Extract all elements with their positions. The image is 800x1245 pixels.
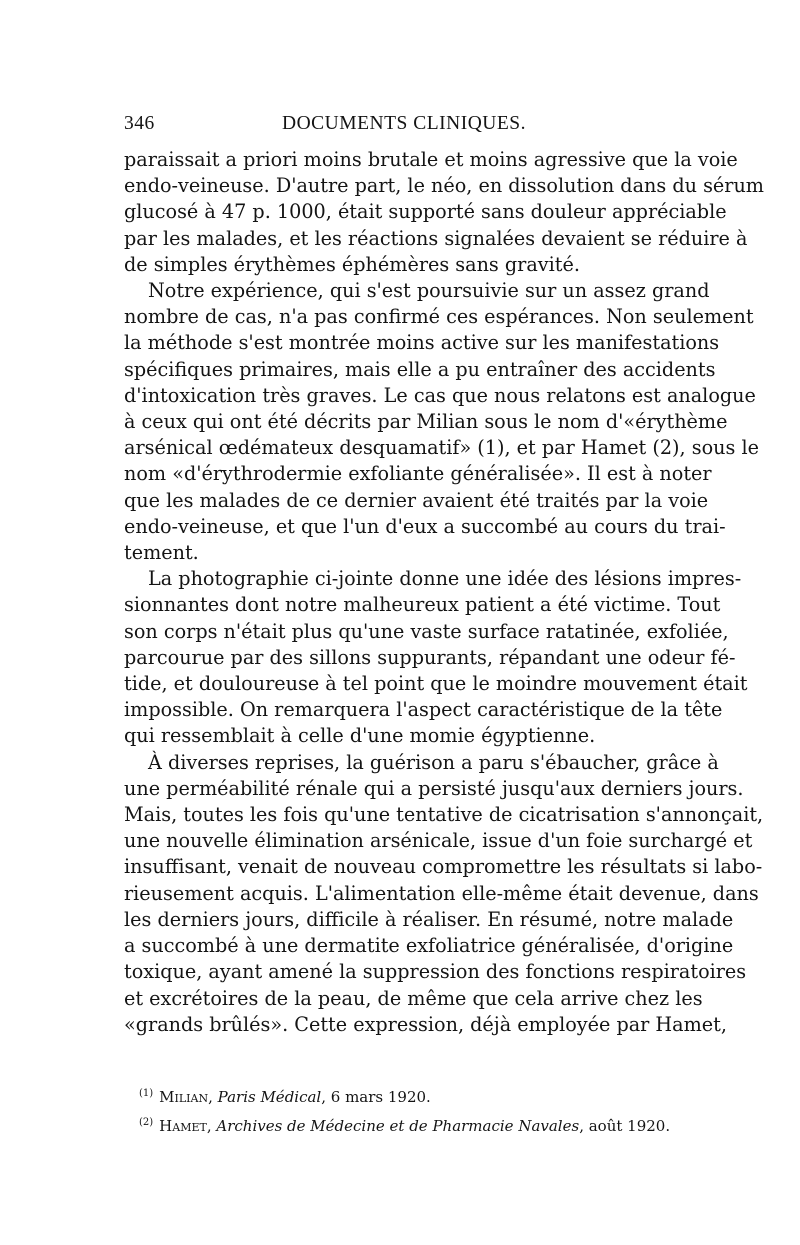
text-line: endo-veineuse, et que l'un d'eux a succombé au cours du trai- — [124, 514, 726, 538]
paragraph — [124, 147, 764, 278]
text-line: une perméabilité rénale qui a persisté jusqu'aux derniers jours. — [124, 776, 744, 800]
text-line: Notre expérience, qui s'est poursuivie sur un assez grand — [148, 279, 710, 303]
text-line: a succombé à une dermatite exfoliatrice généralisée, d'origine — [124, 934, 734, 958]
text-line: une nouvelle élimination arsénicale, issue d'un foie surchargé et — [124, 829, 753, 853]
text-line: arsénical œdémateux desquamatif» (1), et par Hamet (2), sous le — [124, 436, 759, 460]
footnote-author: Milian — [159, 1088, 209, 1106]
text-line: les derniers jours, difficile à réaliser. En résumé, notre malade — [124, 907, 734, 931]
text-line: Mais, toutes les fois qu'une tentative de cicatrisation s'annonçait, — [124, 803, 764, 827]
text-line: sionnantes dont notre malheureux patient a été victime. Tout — [124, 593, 721, 617]
page-header — [124, 113, 684, 143]
text-line: tide, et douloureuse à tel point que le moindre mouvement était — [124, 672, 748, 696]
footnote-detail: , août 1920. — [579, 1117, 671, 1135]
text-line: et excrétoires de la peau, de même que cela arrive chez les — [124, 986, 703, 1010]
text-line: parcourue par des sillons suppurants, répandant une odeur fé- — [124, 645, 736, 669]
text-line: que les malades de ce dernier avaient été traités par la voie — [124, 488, 709, 512]
footnote-author: Hamet — [159, 1117, 207, 1135]
text-line: La photographie ci-jointe donne une idée des lésions impres- — [148, 567, 742, 591]
text-line: tement. — [124, 541, 199, 565]
paragraph — [124, 278, 759, 566]
text-line: nom «d'érythrodermie exfoliante généralisée». Il est à noter — [124, 462, 712, 486]
text-line: À diverses reprises, la guérison a paru s'ébaucher, grâce à — [148, 750, 719, 774]
footnote: $^{(1)}$ Milian, Paris Médical, 6 mars 1920. — [139, 1088, 431, 1106]
text-line: son corps n'était plus qu'une vaste surface ratatinée, exfoliée, — [124, 619, 729, 643]
text-line: glucosé à 47 p. 1000, était supporté sans douleur appréciable — [124, 200, 727, 224]
paragraph — [124, 750, 764, 1038]
text-line: nombre de cas, n'a pas confirmé ces espérances. Non seulement — [124, 305, 754, 329]
text-line: qui ressemblait à celle d'une momie égyptienne. — [124, 724, 596, 748]
running-title: DOCUMENTS CLINIQUES. — [282, 113, 526, 134]
text-line: d'intoxication très graves. Le cas que nous relatons est analogue — [124, 383, 756, 407]
footnote: $^{(2)}$ Hamet, Archives de Médecine et de Pharmacie Navales, août 1920. — [139, 1117, 671, 1135]
page-number: 346 — [124, 113, 155, 134]
text-line: par les malades, et les réactions signalées devaient se réduire à — [124, 226, 748, 250]
footnote-journal: Archives de Médecine et de Pharmacie Navales — [216, 1117, 580, 1135]
paragraph — [124, 566, 748, 749]
text-line: rieusement acquis. L'alimentation elle-même était devenue, dans — [124, 881, 759, 905]
footnote-journal: Paris Médical — [217, 1088, 322, 1106]
text-line: à ceux qui ont été décrits par Milian sous le nom d'«érythème — [124, 410, 728, 434]
text-line: toxique, ayant amené la suppression des fonctions respiratoires — [124, 960, 747, 984]
text-line: la méthode s'est montrée moins active sur les manifestations — [124, 331, 720, 355]
text-line: endo-veineuse. D'autre part, le néo, en dissolution dans du sérum — [124, 174, 764, 198]
text-line: impossible. On remarquera l'aspect caractéristique de la tête — [124, 698, 723, 722]
body-text — [124, 147, 764, 1038]
footnote-detail: , 6 mars 1920. — [321, 1088, 431, 1106]
footnote-mark: (1) — [139, 1088, 154, 1099]
text-line: paraissait a priori moins brutale et moins agressive que la voie — [124, 148, 738, 171]
text-line: de simples érythèmes éphémères sans gravité. — [124, 252, 580, 276]
footnote-mark: (2) — [139, 1117, 154, 1128]
text-line: «grands brûlés». Cette expression, déjà employée par Hamet, — [124, 1012, 727, 1036]
text-line: spécifiques primaires, mais elle a pu entraîner des accidents — [124, 357, 716, 381]
footnotes — [139, 1081, 679, 1139]
text-line: insuffisant, venait de nouveau compromettre les résultats si labo- — [124, 855, 763, 879]
